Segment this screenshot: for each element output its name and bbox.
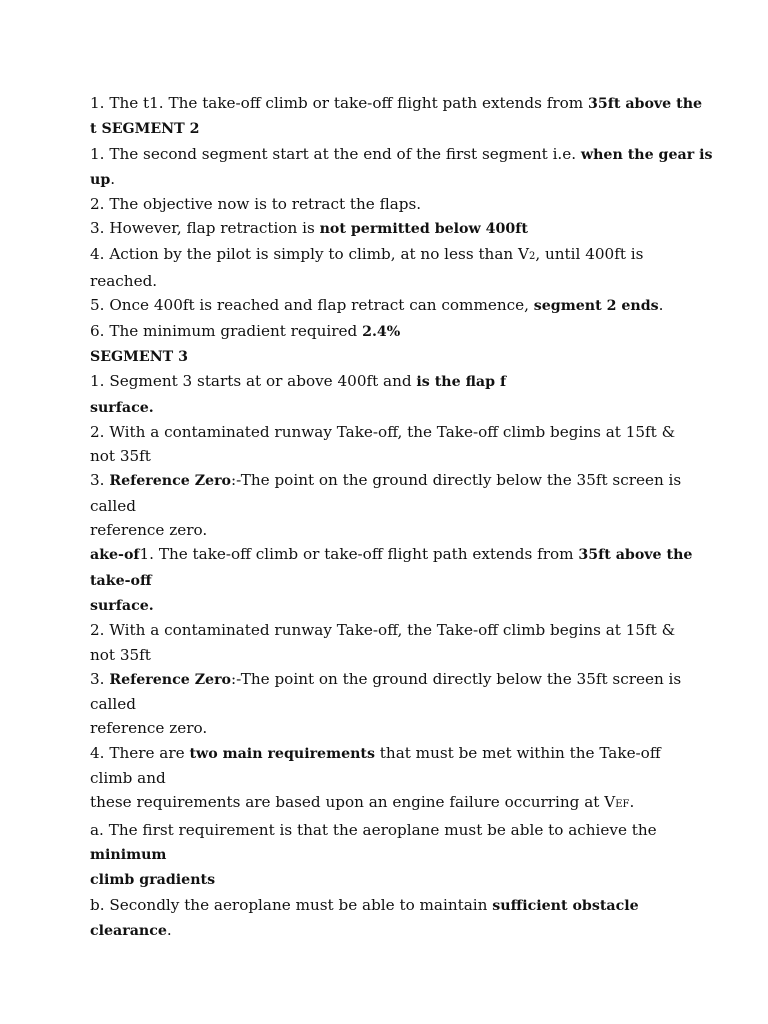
line-text: 2. The objective now is to retract the flaps.: [90, 195, 422, 214]
bold-text: two main requirements: [189, 745, 375, 762]
text-line: [90, 494, 690, 518]
line-text: climb and: [90, 769, 166, 788]
text-line: [90, 867, 690, 892]
line-text: a. The first requirement is that the aeroplane must be able to achieve the: [90, 820, 657, 839]
bold-text: surface.: [90, 597, 154, 614]
line-text: , until 400ft is: [535, 244, 644, 263]
line-text: 1. Segment 3 starts at or above 400ft and: [90, 372, 417, 391]
line-text: 1. The second segment start at the end of the first segment i.e.: [90, 144, 581, 163]
bold-text: clearance: [90, 922, 167, 939]
line-text: reached.: [90, 272, 158, 291]
line-text: .: [110, 169, 116, 188]
text-line: [90, 420, 690, 444]
text-line: [90, 643, 690, 667]
bold-text: minimum: [90, 846, 167, 863]
line-text: not 35ft: [90, 645, 151, 664]
line-text: called: [90, 496, 136, 515]
line-text: b. Secondly the aeroplane must be able to maintain: [90, 895, 493, 914]
text-line: [90, 618, 690, 642]
text-line: [90, 766, 690, 790]
text-line: [90, 395, 690, 420]
text-line: [90, 542, 693, 567]
line-text: 3. However, flap retraction is: [90, 219, 320, 238]
line-text: called: [90, 695, 136, 714]
bold-text: t SEGMENT 2: [90, 121, 200, 138]
bold-text: surface.: [90, 399, 154, 416]
text-line: [90, 269, 690, 293]
text-line: [90, 344, 690, 369]
text-line: [90, 818, 690, 842]
text-line: [90, 242, 690, 269]
line-text: 3.: [90, 669, 110, 688]
line-text: 2. With a contaminated runway Take-off, the Take-off climb begins at 15ft &: [90, 422, 676, 441]
bold-text: ake-of: [90, 547, 140, 564]
text-line: [90, 444, 690, 468]
bold-text: segment 2 ends: [533, 298, 659, 315]
line-text: not 35ft: [90, 447, 151, 466]
text-line: [90, 91, 703, 116]
text-line: [90, 116, 690, 141]
line-text: .: [629, 793, 635, 812]
line-text: .: [166, 920, 172, 939]
line-text: 1. The take-off climb or take-off flight path extends from: [139, 545, 579, 564]
text-line: [90, 918, 690, 943]
bold-text: 35ft above the: [588, 96, 703, 112]
bold-text: is the flap f: [416, 374, 507, 391]
bold-text: 2.4%: [362, 323, 401, 340]
line-text: 5. Once 400ft is reached and flap retract can commence,: [90, 296, 534, 315]
bold-text: not permitted below 400ft: [319, 221, 528, 238]
bold-text: sufficient obstacle: [492, 897, 639, 914]
line-text: reference zero.: [90, 719, 208, 738]
line-text: reference zero.: [90, 521, 208, 540]
text-line: [90, 593, 690, 618]
text-line: [90, 142, 713, 167]
bold-text: when the gear is: [580, 146, 713, 163]
line-text: 3.: [90, 471, 110, 490]
text-line: [90, 192, 690, 216]
line-text: :-The point on the ground directly below the 35ft screen is: [231, 669, 682, 688]
text-line: [90, 893, 690, 918]
text-line: [90, 293, 690, 318]
bold-text: climb gradients: [90, 872, 216, 889]
text-line: [90, 167, 690, 192]
bold-text: SEGMENT 3: [90, 348, 189, 365]
text-line: [90, 692, 690, 716]
document-body: [90, 91, 713, 943]
line-text: 1. The t1. The take-off climb or take-off flight path extends from: [90, 94, 589, 112]
text-line: [90, 216, 690, 241]
bold-text: 35ft above the: [578, 547, 693, 564]
text-line: [90, 518, 690, 542]
text-line: [90, 790, 690, 817]
line-text: these requirements are based upon an engine failure occurring at V: [90, 793, 616, 812]
text-line: [90, 568, 690, 593]
subscript-text: 2: [528, 250, 536, 262]
line-text: 4. There are: [90, 743, 190, 762]
text-line: [90, 468, 690, 493]
line-text: that must be met within the Take-off: [374, 743, 661, 762]
text-line: [90, 369, 690, 394]
text-line: [90, 667, 690, 692]
line-text: :-The point on the ground directly below the 35ft screen is: [231, 471, 682, 490]
text-line: [90, 319, 690, 344]
text-line: [90, 741, 690, 766]
subscript-text: EF: [615, 799, 630, 811]
line-text: 2. With a contaminated runway Take-off, the Take-off climb begins at 15ft &: [90, 621, 676, 640]
text-line: [90, 842, 690, 867]
bold-text: up: [90, 171, 111, 188]
bold-text: Reference Zero: [109, 671, 232, 688]
line-text: 6. The minimum gradient required: [90, 321, 363, 340]
bold-text: Reference Zero: [109, 473, 232, 490]
text-line: [90, 716, 690, 740]
line-text: .: [658, 296, 664, 315]
bold-text: take-off: [90, 572, 152, 589]
line-text: 4. Action by the pilot is simply to climb, at no less than V: [90, 244, 529, 263]
